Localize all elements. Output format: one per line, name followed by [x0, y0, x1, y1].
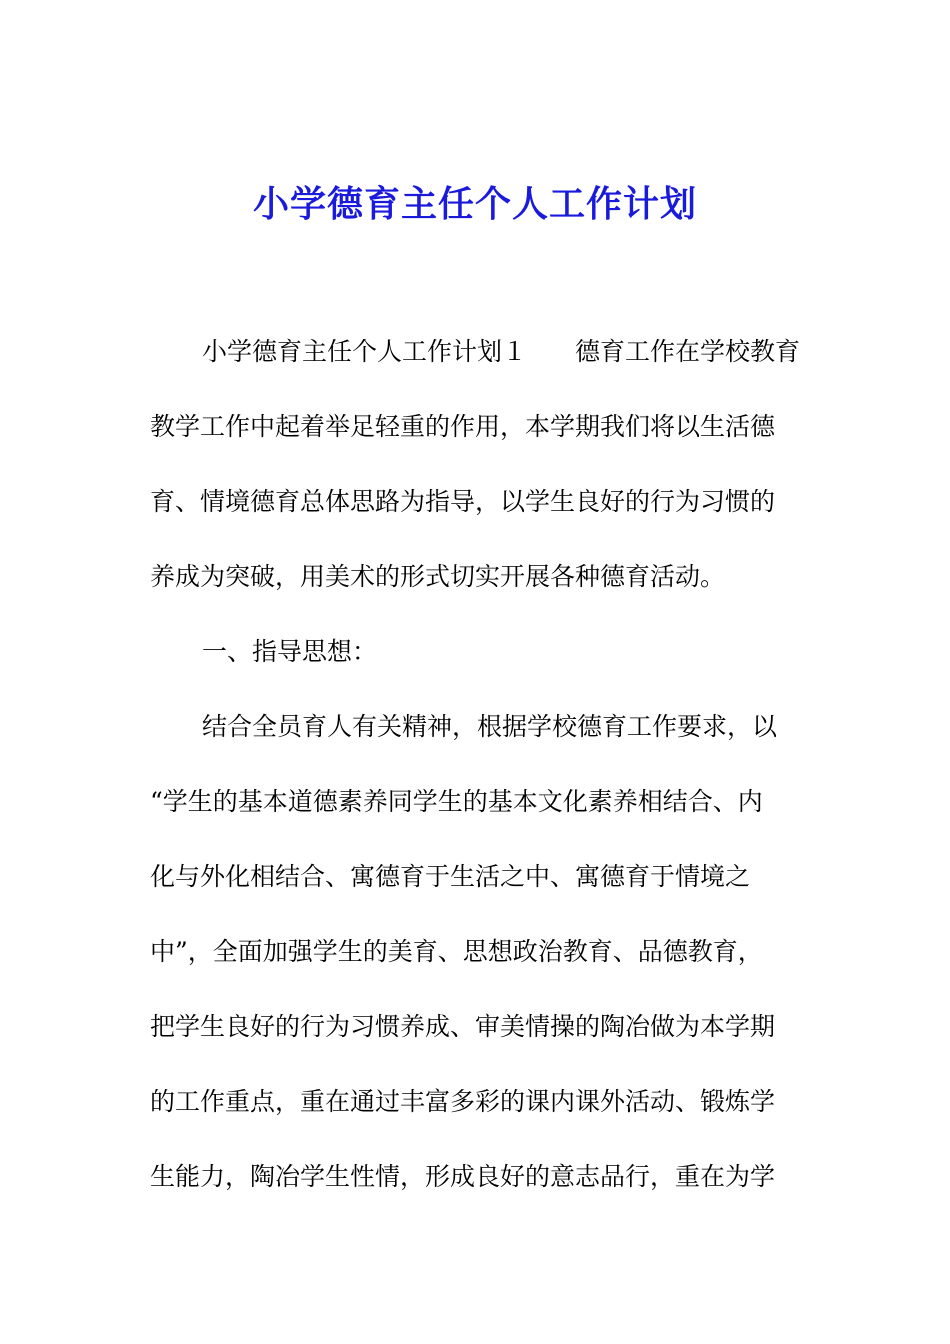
paragraph-line: 中”，全面加强学生的美育、思想政治教育、品德教育， [150, 937, 763, 966]
section-heading-guiding-thought: 一、指导思想： [202, 637, 378, 666]
paragraph-line: 的工作重点，重在通过丰富多彩的课内课外活动、锻炼学 [150, 1087, 776, 1116]
plan-heading-inline: 小学德育主任个人工作计划１ [202, 337, 528, 366]
paragraph-line: 教学工作中起着举足轻重的作用，本学期我们将以生活德 [150, 412, 776, 441]
paragraph-line: “学生的基本道德素养同学生的基本文化素养相结合、内 [150, 787, 763, 816]
paragraph-line: 生能力，陶冶学生性情，形成良好的意志品行，重在为学 [150, 1162, 776, 1191]
paragraph-line: 育、情境德育总体思路为指导，以学生良好的行为习惯的 [150, 487, 776, 516]
paragraph-line: 化与外化相结合、寓德育于生活之中、寓德育于情境之 [150, 862, 751, 891]
paragraph-line [202, 332, 800, 372]
document-title: 小学德育主任个人工作计划 [252, 183, 697, 225]
paragraph-text: 德育工作在学校教育 [575, 337, 801, 366]
paragraph-line: 结合全员育人有关精神，根据学校德育工作要求，以 [202, 712, 778, 741]
paragraph-line: 养成为突破，用美术的形式切实开展各种德育活动。 [150, 562, 726, 591]
paragraph-line: 把学生良好的行为习惯养成、审美情操的陶冶做为本学期 [150, 1012, 776, 1041]
